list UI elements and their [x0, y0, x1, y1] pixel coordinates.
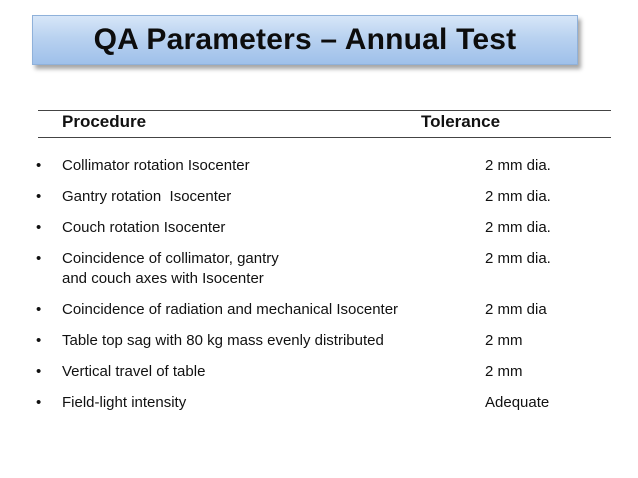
bullet: • [36, 219, 42, 236]
page-title: QA Parameters – Annual Test [93, 23, 517, 56]
tolerance-text: Adequate [485, 394, 550, 411]
bullet: • [36, 363, 42, 380]
table-header-rule [38, 137, 611, 138]
tolerance-text: 2 mm [485, 363, 523, 380]
bullet: • [36, 157, 42, 174]
procedure-text: Coincidence of collimator, gantry [62, 250, 279, 267]
header-procedure: Procedure [62, 112, 147, 131]
header-tolerance: Tolerance [421, 112, 501, 131]
procedure-text: Table top sag with 80 kg mass evenly distributed [62, 332, 384, 349]
procedure-text: Collimator rotation Isocenter [62, 157, 250, 174]
tolerance-text: 2 mm dia [485, 301, 547, 318]
bullet: • [36, 301, 42, 318]
procedure-text-line2: and couch axes with Isocenter [62, 270, 264, 287]
bullet: • [36, 188, 42, 205]
tolerance-text: 2 mm dia. [485, 188, 551, 205]
bullet: • [36, 250, 42, 267]
bullet: • [36, 332, 42, 349]
table-top-rule [38, 110, 611, 111]
tolerance-text: 2 mm dia. [485, 157, 551, 174]
tolerance-text: 2 mm [485, 332, 523, 349]
procedure-text: Coincidence of radiation and mechanical Isocenter [62, 301, 399, 318]
tolerance-text: 2 mm dia. [485, 250, 551, 267]
title-banner [32, 15, 578, 65]
procedure-text: Gantry rotation Isocenter [62, 188, 232, 205]
tolerance-text: 2 mm dia. [485, 219, 551, 236]
procedure-text: Field-light intensity [62, 394, 187, 411]
bullet: • [36, 394, 42, 411]
procedure-text: Vertical travel of table [62, 363, 206, 380]
procedure-text: Couch rotation Isocenter [62, 219, 226, 236]
